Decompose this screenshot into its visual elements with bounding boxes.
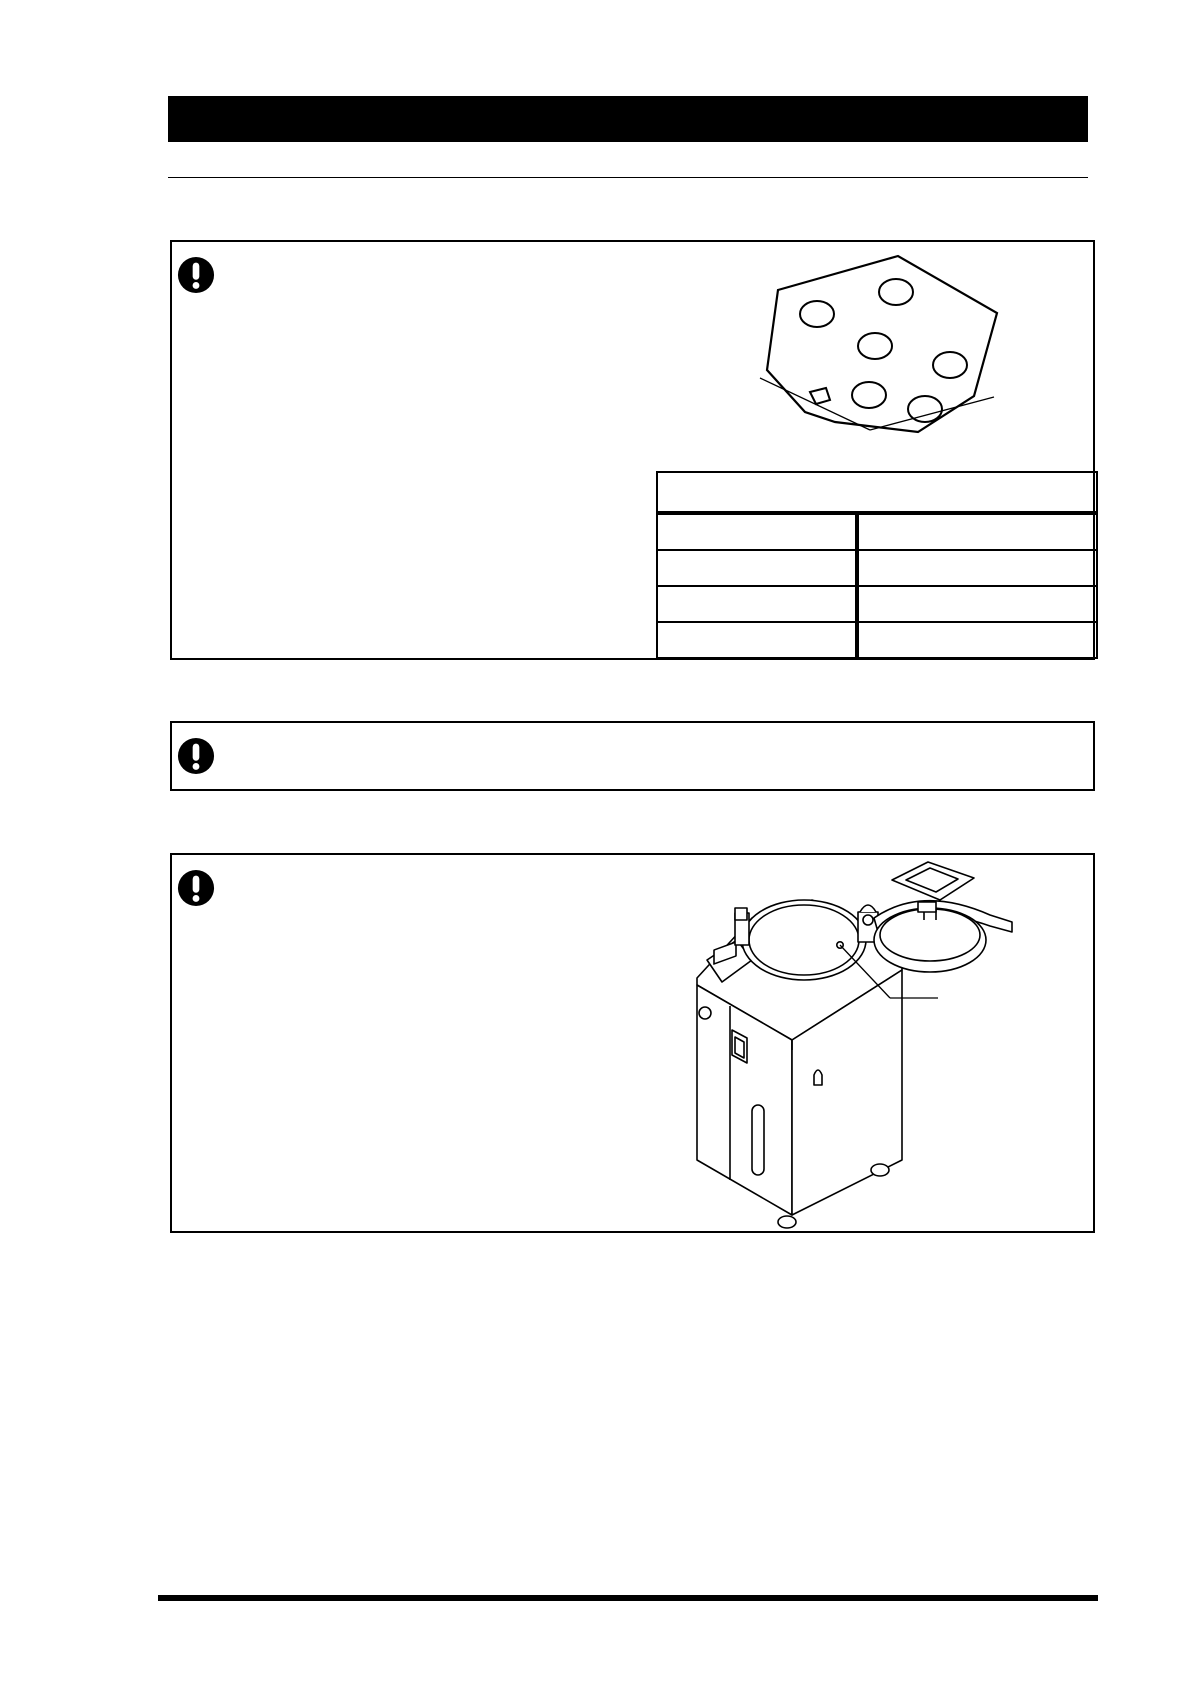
table-row [657,550,1097,586]
exclamation-circle-icon [177,737,215,775]
table-cell [857,513,1097,550]
wheel [871,1164,889,1176]
spec-table-header-row [657,472,1097,513]
section-header-bar [168,96,1088,142]
footer-divider [158,1595,1098,1601]
side-slot [752,1105,764,1175]
table-row [657,586,1097,622]
wheel [778,1216,796,1228]
table-cell [657,622,857,658]
table-cell [857,586,1097,622]
table-row [657,513,1097,550]
perforated-plate-illustration [742,252,1072,462]
autoclave-illustration [692,860,1092,1232]
pressure-gauge [699,1007,711,1019]
caution-box-3 [170,853,1095,1233]
table-cell [657,513,857,550]
table-cell [657,586,857,622]
spec-table-header [657,472,1097,513]
table-row [657,622,1097,658]
table-cell [857,622,1097,658]
header-divider [168,177,1088,178]
caution-box-2 [170,721,1095,791]
exclamation-circle-icon [177,869,215,907]
spec-table [656,471,1098,659]
exclamation-circle-icon [177,256,215,294]
table-cell [657,550,857,586]
side-handle [814,1070,822,1085]
table-cell [857,550,1097,586]
caution-box-1 [170,240,1095,660]
